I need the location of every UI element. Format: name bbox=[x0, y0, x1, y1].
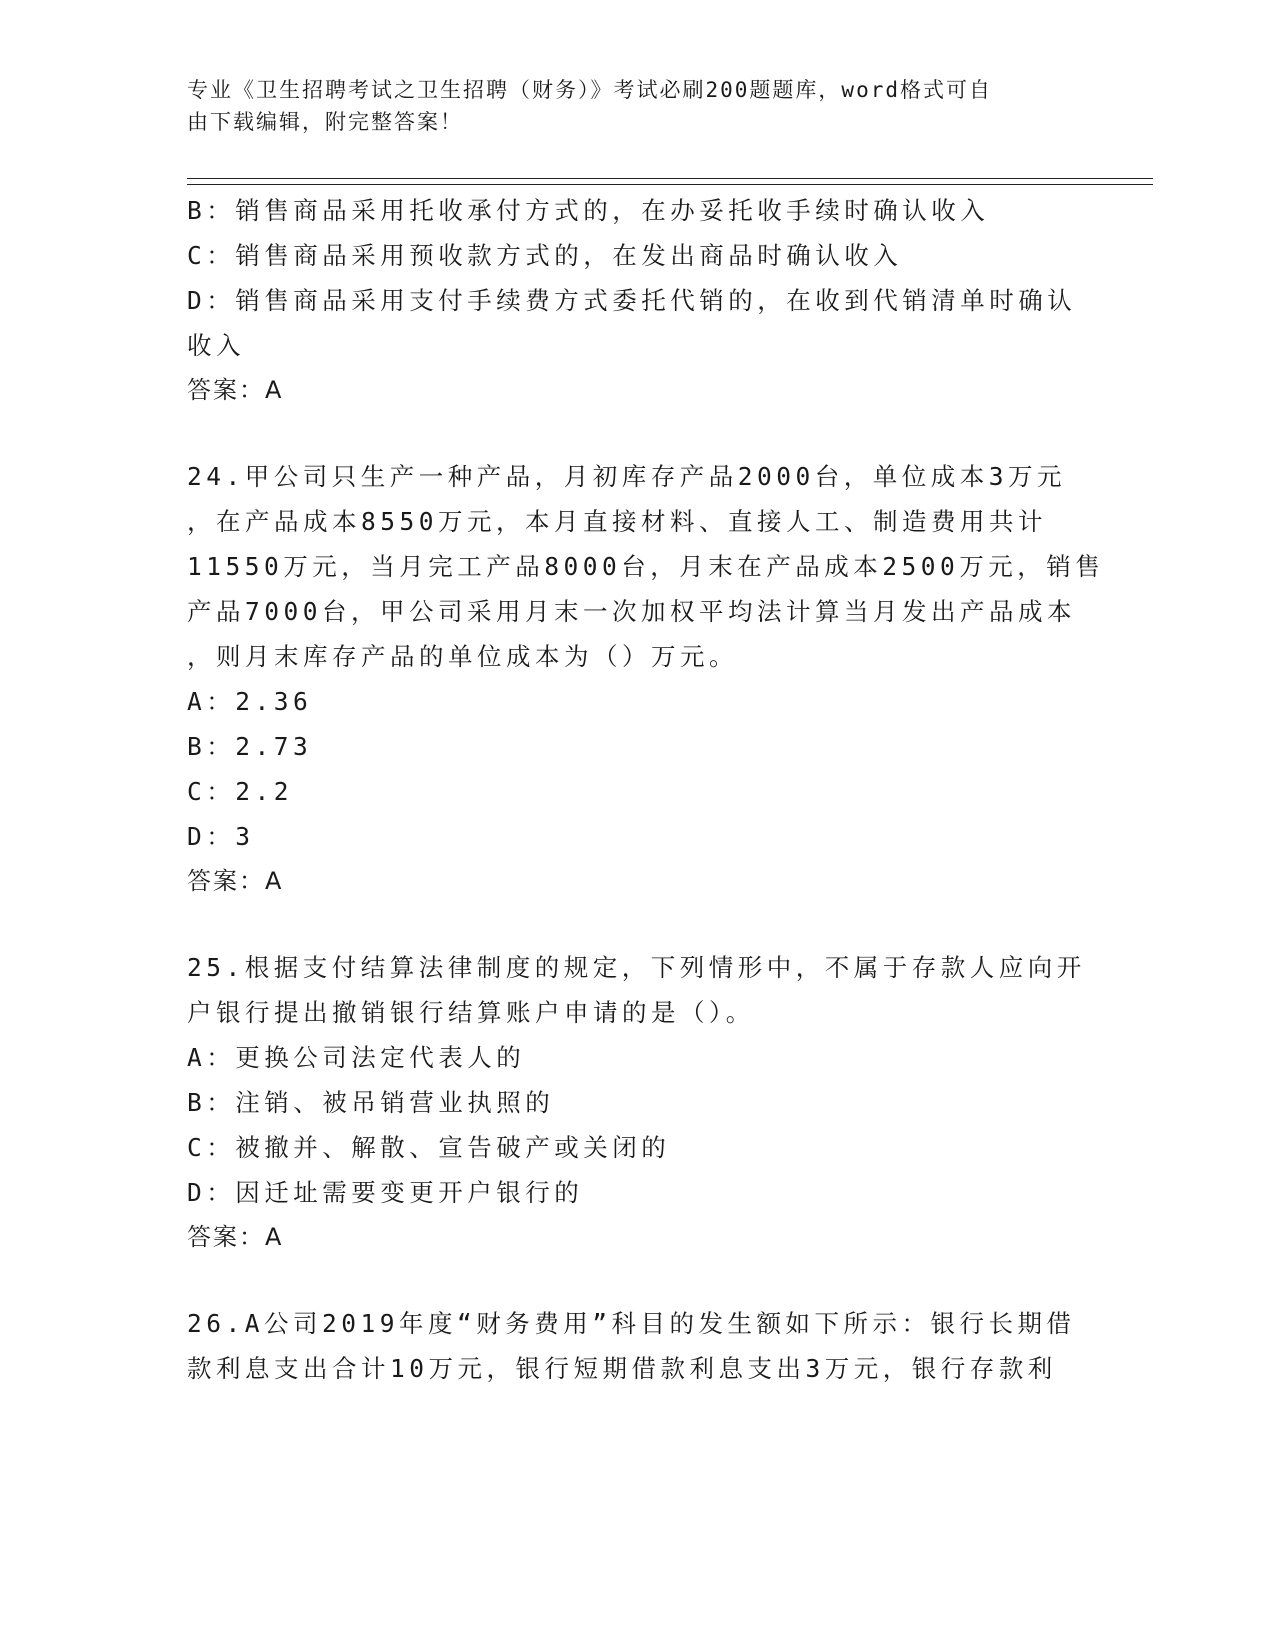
spacer bbox=[187, 413, 1097, 454]
q23-option-b: B：销售商品采用托收承付方式的，在办妥托收手续时确认收入 bbox=[187, 196, 990, 225]
q24-option-c: C：2.2 bbox=[187, 777, 294, 806]
q26-stem-line-1: 26.A公司2019年度“财务费用”科目的发生额如下所示：银行长期借 bbox=[187, 1309, 1076, 1338]
q25-option-b: B：注销、被吊销营业执照的 bbox=[187, 1088, 555, 1117]
q25-option-c: C：被撤并、解散、宣告破产或关闭的 bbox=[187, 1133, 671, 1162]
q23-answer: 答案：A bbox=[187, 376, 284, 404]
q24-option-a: A：2.36 bbox=[187, 687, 313, 716]
document-header bbox=[187, 74, 1067, 138]
q24-stem-line-5: ，则月末库存产品的单位成本为（）万元。 bbox=[187, 642, 738, 671]
q24-option-d: D：3 bbox=[187, 822, 255, 851]
q25-answer: 答案：A bbox=[187, 1223, 284, 1251]
q24-answer: 答案：A bbox=[187, 867, 284, 895]
question-26 bbox=[187, 1301, 1097, 1391]
q24-option-b: B：2.73 bbox=[187, 732, 313, 761]
q23-option-d-line-2: 收入 bbox=[187, 331, 245, 360]
q24-stem-line-4: 产品7000台，甲公司采用月末一次加权平均法计算当月发出产品成本 bbox=[187, 597, 1076, 626]
question-24 bbox=[187, 454, 1105, 904]
spacer bbox=[187, 904, 1097, 945]
header-title-line-1: 专业《卫生招聘考试之卫生招聘（财务）》考试必刷200题题库，word格式可自 bbox=[187, 78, 992, 102]
q25-stem-line-1: 25.根据支付结算法律制度的规定，下列情形中，不属于存款人应向开 bbox=[187, 953, 1086, 982]
question-25 bbox=[187, 945, 1097, 1260]
q25-option-d: D：因迁址需要变更开户银行的 bbox=[187, 1178, 584, 1207]
question-23-tail bbox=[187, 188, 1097, 413]
q25-stem-line-2: 户银行提出撤销银行结算账户申请的是（）。 bbox=[187, 998, 755, 1027]
document-body bbox=[187, 188, 1105, 1391]
q24-stem-line-2: ，在产品成本8550万元，本月直接材料、直接人工、制造费用共计 bbox=[187, 507, 1047, 536]
header-divider bbox=[187, 178, 1153, 185]
q26-stem-line-2: 款利息支出合计10万元，银行短期借款利息支出3万元，银行存款利 bbox=[187, 1354, 1057, 1383]
q24-stem-line-1: 24.甲公司只生产一种产品，月初库存产品2000台，单位成本3万元 bbox=[187, 462, 1066, 491]
header-title-line-2: 由下载编辑，附完整答案！ bbox=[187, 110, 463, 134]
q25-option-a: A：更换公司法定代表人的 bbox=[187, 1043, 526, 1072]
spacer bbox=[187, 1260, 1097, 1301]
q24-stem-line-3: 11550万元，当月完工产品8000台，月末在产品成本2500万元，销售 bbox=[187, 552, 1105, 581]
q23-option-d-line-1: D：销售商品采用支付手续费方式委托代销的，在收到代销清单时确认 bbox=[187, 286, 1077, 315]
q23-option-c: C：销售商品采用预收款方式的，在发出商品时确认收入 bbox=[187, 241, 903, 270]
